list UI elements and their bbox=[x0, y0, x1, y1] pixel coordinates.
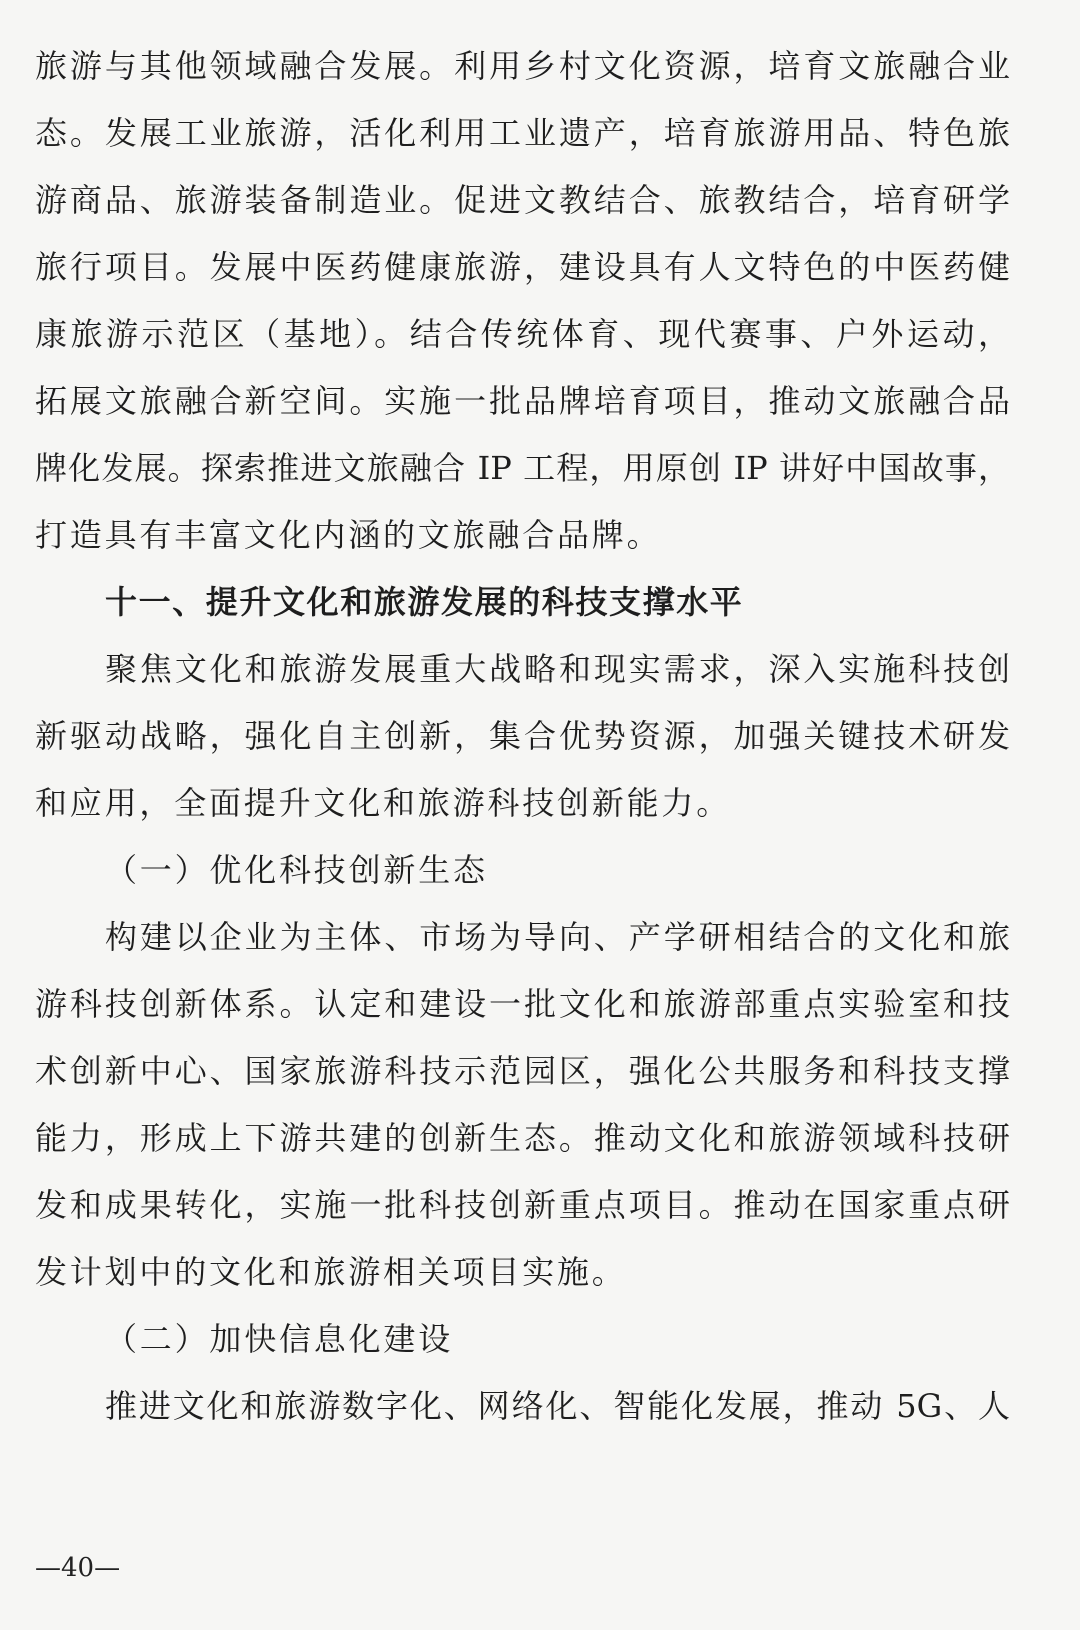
paragraph-2 bbox=[35, 636, 1010, 837]
text-line: 旅游与其他领域融合发展。利用乡村文化资源，培育文旅融合业 bbox=[35, 47, 1010, 85]
subheading-2: （二）加快信息化建设 bbox=[105, 1320, 454, 1358]
paragraph-4 bbox=[35, 1373, 1010, 1440]
text-line: 游商品、旅游装备制造业。促进文教结合、旅教结合，培育研学 bbox=[35, 181, 1010, 219]
text-line: 态。发展工业旅游，活化利用工业遗产，培育旅游用品、特色旅 bbox=[35, 114, 1010, 152]
text-line: 构建以企业为主体、市场为导向、产学研相结合的文化和旅 bbox=[105, 918, 1010, 956]
text-line: 发计划中的文化和旅游相关项目实施。 bbox=[35, 1253, 627, 1291]
text-line: 游科技创新体系。认定和建设一批文化和旅游部重点实验室和技 bbox=[35, 985, 1010, 1023]
text-line: 术创新中心、国家旅游科技示范园区，强化公共服务和科技支撑 bbox=[35, 1052, 1010, 1090]
text-line: 旅行项目。发展中医药健康旅游，建设具有人文特色的中医药健 bbox=[35, 248, 1010, 286]
text-line: 牌化发展。探索推进文旅融合 IP 工程，用原创 IP 讲好中国故事， bbox=[35, 449, 1010, 487]
subheading-1: （一）优化科技创新生态 bbox=[105, 851, 488, 889]
text-line: 打造具有丰富文化内涵的文旅融合品牌。 bbox=[35, 516, 662, 554]
document-body bbox=[35, 33, 1010, 1440]
text-line: 推进文化和旅游数字化、网络化、智能化发展，推动 5G、人 bbox=[105, 1387, 1010, 1425]
text-line: 康旅游示范区（基地）。结合传统体育、现代赛事、户外运动， bbox=[35, 315, 1010, 353]
text-line: 发和成果转化，实施一批科技创新重点项目。推动在国家重点研 bbox=[35, 1186, 1010, 1224]
text-line: 拓展文旅融合新空间。实施一批品牌培育项目，推动文旅融合品 bbox=[35, 382, 1010, 420]
paragraph-1 bbox=[35, 33, 1010, 569]
paragraph-3 bbox=[35, 904, 1010, 1306]
text-line: 聚焦文化和旅游发展重大战略和现实需求，深入实施科技创 bbox=[105, 650, 1010, 688]
page-number: —40— bbox=[35, 1553, 121, 1583]
text-line: 和应用，全面提升文化和旅游科技创新能力。 bbox=[35, 784, 732, 822]
text-line: 能力，形成上下游共建的创新生态。推动文化和旅游领域科技研 bbox=[35, 1119, 1010, 1157]
text-line: 新驱动战略，强化自主创新，集合优势资源，加强关键技术研发 bbox=[35, 717, 1010, 755]
section-heading: 十一、提升文化和旅游发展的科技支撑水平 bbox=[105, 583, 744, 621]
